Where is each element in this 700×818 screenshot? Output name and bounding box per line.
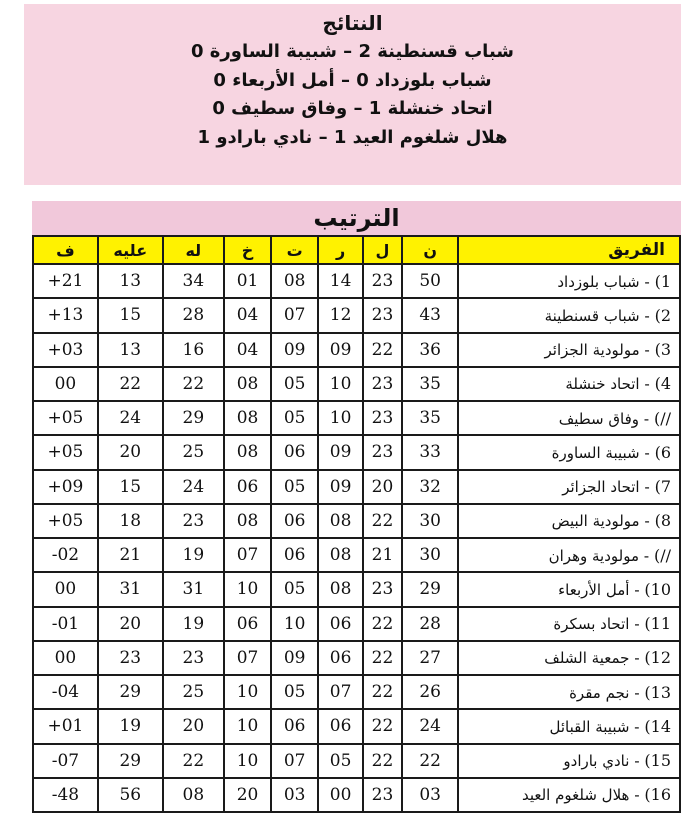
goal-diff-cell: 03+ (33, 333, 98, 367)
lost-cell: 08 (224, 367, 271, 401)
played-cell: 22 (363, 744, 402, 778)
goals-for-cell: 22 (163, 367, 224, 401)
goals-against-cell: 21 (98, 538, 163, 572)
won-cell: 09 (318, 435, 363, 469)
goals-against-cell: 20 (98, 435, 163, 469)
team-cell (458, 572, 680, 606)
table-row (33, 538, 680, 572)
result-line: اتحاد خنشلة 1 – وفاق سطيف 0 (212, 98, 493, 119)
goals-for-cell: 20 (163, 709, 224, 743)
team-name: - نادي بارادو (563, 752, 640, 771)
goals-against-cell: 23 (98, 641, 163, 675)
goals-for-cell: 25 (163, 675, 224, 709)
lost-cell: 08 (224, 504, 271, 538)
played-cell: 23 (363, 401, 402, 435)
lost-cell: 06 (224, 470, 271, 504)
team-cell (458, 538, 680, 572)
table-row (33, 367, 680, 401)
lost-cell: 20 (224, 778, 271, 812)
won-cell: 08 (318, 504, 363, 538)
rank-label: 1) (654, 271, 671, 291)
goals-for-cell: 29 (163, 401, 224, 435)
goals-against-cell: 31 (98, 572, 163, 606)
team-name: - نجم مقرة (569, 683, 640, 702)
team-cell (458, 641, 680, 675)
rank-label: 13) (644, 682, 671, 702)
team-name: - مولودية الجزائر (544, 341, 650, 360)
standings-title: الترتيب (32, 201, 681, 235)
goals-against-cell: 22 (98, 367, 163, 401)
points-cell: 27 (402, 641, 459, 675)
drawn-cell: 07 (271, 744, 318, 778)
rank-label: 6) (654, 442, 671, 462)
played-cell: 23 (363, 435, 402, 469)
goals-against-cell: 56 (98, 778, 163, 812)
header-points: ن (402, 236, 459, 264)
team-name: - شباب قسنطينة (544, 306, 650, 325)
goals-for-cell: 19 (163, 607, 224, 641)
rank-label: //) (653, 545, 671, 565)
rank-label: 11) (644, 614, 671, 634)
points-cell: 29 (402, 572, 459, 606)
table-row (33, 572, 680, 606)
goal-diff-cell: 01+ (33, 709, 98, 743)
won-cell: 00 (318, 778, 363, 812)
header-lost: خ (224, 236, 271, 264)
goals-for-cell: 19 (163, 538, 224, 572)
goal-diff-cell: 04- (33, 675, 98, 709)
points-cell: 43 (402, 298, 459, 332)
points-cell: 22 (402, 744, 459, 778)
header-goals-for: له (163, 236, 224, 264)
won-cell: 05 (318, 744, 363, 778)
team-cell (458, 401, 680, 435)
header-goal-diff: ف (33, 236, 98, 264)
table-row (33, 778, 680, 812)
team-name: - جمعية الشلف (544, 649, 640, 668)
goals-for-cell: 08 (163, 778, 224, 812)
table-row (33, 675, 680, 709)
team-name: - اتحاد بسكرة (553, 615, 640, 634)
result-line: هلال شلغوم العيد 1 – نادي بارادو 1 (197, 126, 508, 148)
points-cell: 35 (402, 367, 459, 401)
goal-diff-cell: 05+ (33, 504, 98, 538)
table-header-row (33, 236, 680, 264)
team-cell (458, 778, 680, 812)
won-cell: 08 (318, 572, 363, 606)
rank-label: 8) (654, 511, 671, 531)
points-cell: 33 (402, 435, 459, 469)
won-cell: 07 (318, 675, 363, 709)
table-row (33, 401, 680, 435)
rank-label: 15) (644, 751, 671, 771)
played-cell: 23 (363, 572, 402, 606)
rank-label: 14) (644, 716, 671, 736)
goals-for-cell: 22 (163, 744, 224, 778)
lost-cell: 08 (224, 401, 271, 435)
goals-for-cell: 24 (163, 470, 224, 504)
table-row (33, 333, 680, 367)
team-name: - مولودية وهران (548, 546, 650, 565)
goals-against-cell: 13 (98, 264, 163, 298)
table-row (33, 470, 680, 504)
drawn-cell: 03 (271, 778, 318, 812)
results-box (24, 4, 681, 185)
goals-against-cell: 15 (98, 470, 163, 504)
drawn-cell: 08 (271, 264, 318, 298)
header-won: ر (318, 236, 363, 264)
team-name: - مولودية البيض (551, 512, 650, 531)
table-row (33, 504, 680, 538)
goals-for-cell: 34 (163, 264, 224, 298)
played-cell: 23 (363, 778, 402, 812)
drawn-cell: 06 (271, 504, 318, 538)
goals-for-cell: 16 (163, 333, 224, 367)
team-name: - شباب بلوزداد (557, 272, 650, 291)
lost-cell: 10 (224, 709, 271, 743)
played-cell: 21 (363, 538, 402, 572)
played-cell: 22 (363, 607, 402, 641)
rank-label: 4) (654, 374, 671, 394)
goal-diff-cell: 21+ (33, 264, 98, 298)
lost-cell: 06 (224, 607, 271, 641)
won-cell: 10 (318, 401, 363, 435)
lost-cell: 08 (224, 435, 271, 469)
goals-for-cell: 23 (163, 504, 224, 538)
goal-diff-cell: 00 (33, 367, 98, 401)
rank-label: 2) (654, 305, 671, 325)
lost-cell: 01 (224, 264, 271, 298)
table-row (33, 607, 680, 641)
team-cell (458, 264, 680, 298)
table-row (33, 298, 680, 332)
goal-diff-cell: 00 (33, 572, 98, 606)
goals-against-cell: 19 (98, 709, 163, 743)
played-cell: 23 (363, 298, 402, 332)
goals-for-cell: 25 (163, 435, 224, 469)
lost-cell: 10 (224, 744, 271, 778)
points-cell: 36 (402, 333, 459, 367)
goal-diff-cell: 09+ (33, 470, 98, 504)
goals-against-cell: 29 (98, 675, 163, 709)
goals-against-cell: 29 (98, 744, 163, 778)
team-cell (458, 504, 680, 538)
won-cell: 06 (318, 709, 363, 743)
team-cell (458, 709, 680, 743)
drawn-cell: 09 (271, 333, 318, 367)
played-cell: 22 (363, 504, 402, 538)
table-row (33, 744, 680, 778)
lost-cell: 07 (224, 538, 271, 572)
rank-label: 12) (644, 648, 671, 668)
goal-diff-cell: 07- (33, 744, 98, 778)
goal-diff-cell: 02- (33, 538, 98, 572)
goals-for-cell: 31 (163, 572, 224, 606)
lost-cell: 04 (224, 333, 271, 367)
lost-cell: 04 (224, 298, 271, 332)
lost-cell: 10 (224, 572, 271, 606)
rank-label: //) (653, 408, 671, 428)
drawn-cell: 06 (271, 709, 318, 743)
results-title: النتائج (322, 11, 383, 35)
drawn-cell: 05 (271, 675, 318, 709)
table-row (33, 264, 680, 298)
played-cell: 20 (363, 470, 402, 504)
points-cell: 24 (402, 709, 459, 743)
goal-diff-cell: 01- (33, 607, 98, 641)
header-team: الفريق (458, 236, 680, 264)
rank-label: 16) (644, 785, 671, 805)
team-cell (458, 298, 680, 332)
won-cell: 14 (318, 264, 363, 298)
team-cell (458, 333, 680, 367)
points-cell: 32 (402, 470, 459, 504)
team-name: - وفاق سطيف (558, 409, 650, 428)
standings-table (32, 235, 681, 813)
result-line: شباب بلوزداد 0 – أمل الأربعاء 0 (213, 69, 492, 91)
goal-diff-cell: 05+ (33, 401, 98, 435)
team-cell (458, 744, 680, 778)
points-cell: 30 (402, 538, 459, 572)
played-cell: 23 (363, 264, 402, 298)
played-cell: 22 (363, 641, 402, 675)
drawn-cell: 05 (271, 367, 318, 401)
lost-cell: 10 (224, 675, 271, 709)
team-cell (458, 435, 680, 469)
won-cell: 06 (318, 607, 363, 641)
goals-against-cell: 15 (98, 298, 163, 332)
team-cell (458, 607, 680, 641)
header-drawn: ت (271, 236, 318, 264)
played-cell: 23 (363, 367, 402, 401)
drawn-cell: 05 (271, 470, 318, 504)
points-cell: 50 (402, 264, 459, 298)
table-row (33, 641, 680, 675)
points-cell: 30 (402, 504, 459, 538)
team-name: - شبيبة القبائل (549, 717, 640, 736)
lost-cell: 07 (224, 641, 271, 675)
won-cell: 09 (318, 333, 363, 367)
team-name: - اتحاد الجزائر (562, 478, 650, 497)
header-played: ل (363, 236, 402, 264)
goals-against-cell: 18 (98, 504, 163, 538)
rank-label: 7) (654, 477, 671, 497)
won-cell: 10 (318, 367, 363, 401)
drawn-cell: 07 (271, 298, 318, 332)
team-cell (458, 367, 680, 401)
won-cell: 06 (318, 641, 363, 675)
goals-against-cell: 24 (98, 401, 163, 435)
table-row (33, 435, 680, 469)
goals-against-cell: 13 (98, 333, 163, 367)
drawn-cell: 09 (271, 641, 318, 675)
drawn-cell: 10 (271, 607, 318, 641)
played-cell: 22 (363, 333, 402, 367)
played-cell: 22 (363, 709, 402, 743)
points-cell: 35 (402, 401, 459, 435)
goal-diff-cell: 05+ (33, 435, 98, 469)
won-cell: 08 (318, 538, 363, 572)
drawn-cell: 06 (271, 538, 318, 572)
rank-label: 3) (654, 340, 671, 360)
goals-against-cell: 20 (98, 607, 163, 641)
goal-diff-cell: 48- (33, 778, 98, 812)
won-cell: 12 (318, 298, 363, 332)
goals-for-cell: 28 (163, 298, 224, 332)
team-cell (458, 675, 680, 709)
points-cell: 28 (402, 607, 459, 641)
goal-diff-cell: 13+ (33, 298, 98, 332)
points-cell: 03 (402, 778, 459, 812)
rank-label: 10) (644, 579, 671, 599)
goals-for-cell: 23 (163, 641, 224, 675)
drawn-cell: 06 (271, 435, 318, 469)
header-goals-against: عليه (98, 236, 163, 264)
table-row (33, 709, 680, 743)
drawn-cell: 05 (271, 572, 318, 606)
played-cell: 22 (363, 675, 402, 709)
points-cell: 26 (402, 675, 459, 709)
won-cell: 09 (318, 470, 363, 504)
drawn-cell: 05 (271, 401, 318, 435)
team-cell (458, 470, 680, 504)
team-name: - أمل الأربعاء (558, 580, 640, 599)
goal-diff-cell: 00 (33, 641, 98, 675)
team-name: - هلال شلغوم العيد (521, 786, 640, 805)
team-name: - اتحاد خنشلة (565, 375, 650, 394)
result-line: شباب قسنطينة 2 – شبيبة الساورة 0 (190, 41, 514, 62)
team-name: - شبيبة الساورة (551, 443, 650, 462)
